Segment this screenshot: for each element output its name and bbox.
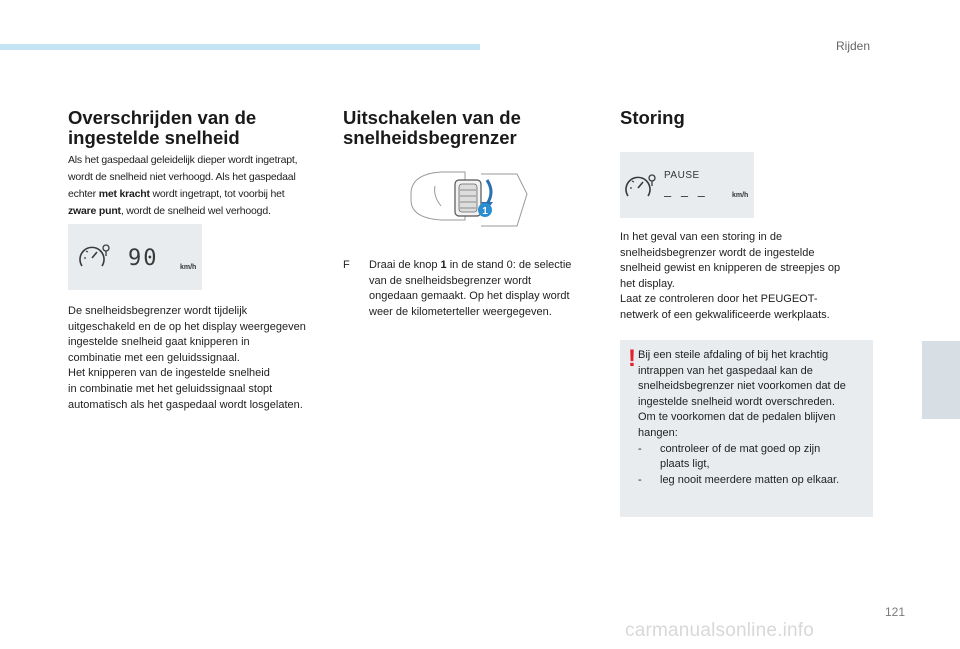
set-speed-value: 90 [128,246,159,271]
bullet-line: van de snelheidsbegrenzer wordt [369,274,532,287]
title-line: ingestelde snelheid [68,127,240,148]
section-label: Rijden [836,39,871,53]
speed-dashes: – – – [664,188,708,203]
speed-display-panel [68,224,202,290]
intro-line: echter met kracht wordt ingetrapt, tot voorbij het [68,188,285,200]
steering-stalk-icon [405,160,531,244]
body-line: snelheidsbegrenzer wordt de ingestelde [620,246,815,259]
body-line: combinatie met een geluidssignaal. [68,351,240,364]
speed-limiter-gauge-icon [624,172,658,202]
left-section-title [68,108,328,148]
intro-line: wordt de snelheid niet verhoogd. Als het gaspedaal [68,171,296,183]
middle-bullet [343,258,605,320]
chapter-tab [922,341,960,419]
right-section-title: Storing [620,107,685,128]
bullet-line: ongedaan gemaakt. Op het display wordt [369,290,570,303]
warning-line: intrappen van het gaspedaal kan de [638,364,813,377]
title-line: Overschrijden van de [68,107,257,128]
intro-line: Als het gaspedaal geleidelijk dieper wordt ingetrapt, [68,154,298,166]
body-line: In het geval van een storing in de [620,231,783,243]
title-line: snelheidsbegrenzer [343,127,517,148]
left-body [68,304,330,413]
middle-section [343,108,603,148]
left-section [68,108,328,148]
middle-section-title [343,108,603,148]
body-line: De snelheidsbegrenzer wordt tijdelijk [68,305,248,317]
body-line: automatisch als het gaspedaal wordt losgelaten. [68,398,303,411]
warning-text [638,348,870,488]
warning-line: snelheidsbegrenzer niet voorkomen dat de [638,380,846,393]
body-line: in combinatie met het geluidssignaal stopt [68,382,273,395]
header-accent-bar [0,44,480,50]
body-line: uitgeschakeld en de op het display weergegeven [68,320,306,333]
body-line: snelheid gewist en knipperen de streepjes op [620,262,841,275]
pause-status: PAUSE [664,170,700,181]
warning-line: ingestelde snelheid wordt overschreden. [638,395,835,408]
fault-display-panel [620,152,754,218]
watermark: carmanualsonline.info [625,620,815,641]
body-line: Laat ze controleren door het PEUGEOT- [620,293,818,306]
speed-unit: km/h [732,192,749,199]
left-intro [68,152,330,220]
right-section [620,108,870,128]
speed-limiter-gauge-icon [78,242,112,272]
intro-line: zware punt, wordt de snelheid wel verhoogd. [68,205,271,217]
bullet-line: weer de kilometerteller weergegeven. [369,305,552,318]
right-body [620,230,875,324]
chapter-number: 6 [888,346,915,399]
warning-line: hangen: [638,426,678,439]
body-line: netwerk of een gekwalificeerde werkplaats. [620,308,830,321]
speed-unit: km/h [180,264,197,271]
body-line: ingestelde snelheid gaat knipperen in [68,336,250,349]
list-item: - controleer of de mat goed op zijn plaats ligt, [638,442,821,471]
page-number: 121 [885,605,906,619]
bullet-mark: F [343,259,350,271]
title-line: Uitschakelen van de [343,107,521,128]
body-line: Het knipperen van de ingestelde snelheid [68,367,270,380]
bullet-line: Draai de knop 1 in de stand 0: de selectie [369,259,572,271]
warning-line: Om te voorkomen dat de pedalen blijven [638,411,836,424]
warning-icon: ! [628,345,636,372]
warning-line: Bij een steile afdaling of bij het krachtig [638,349,829,361]
stalk-badge: 1 [482,206,488,217]
list-item: - leg nooit meerdere matten op elkaar. [638,473,840,486]
body-line: het display. [620,277,675,290]
